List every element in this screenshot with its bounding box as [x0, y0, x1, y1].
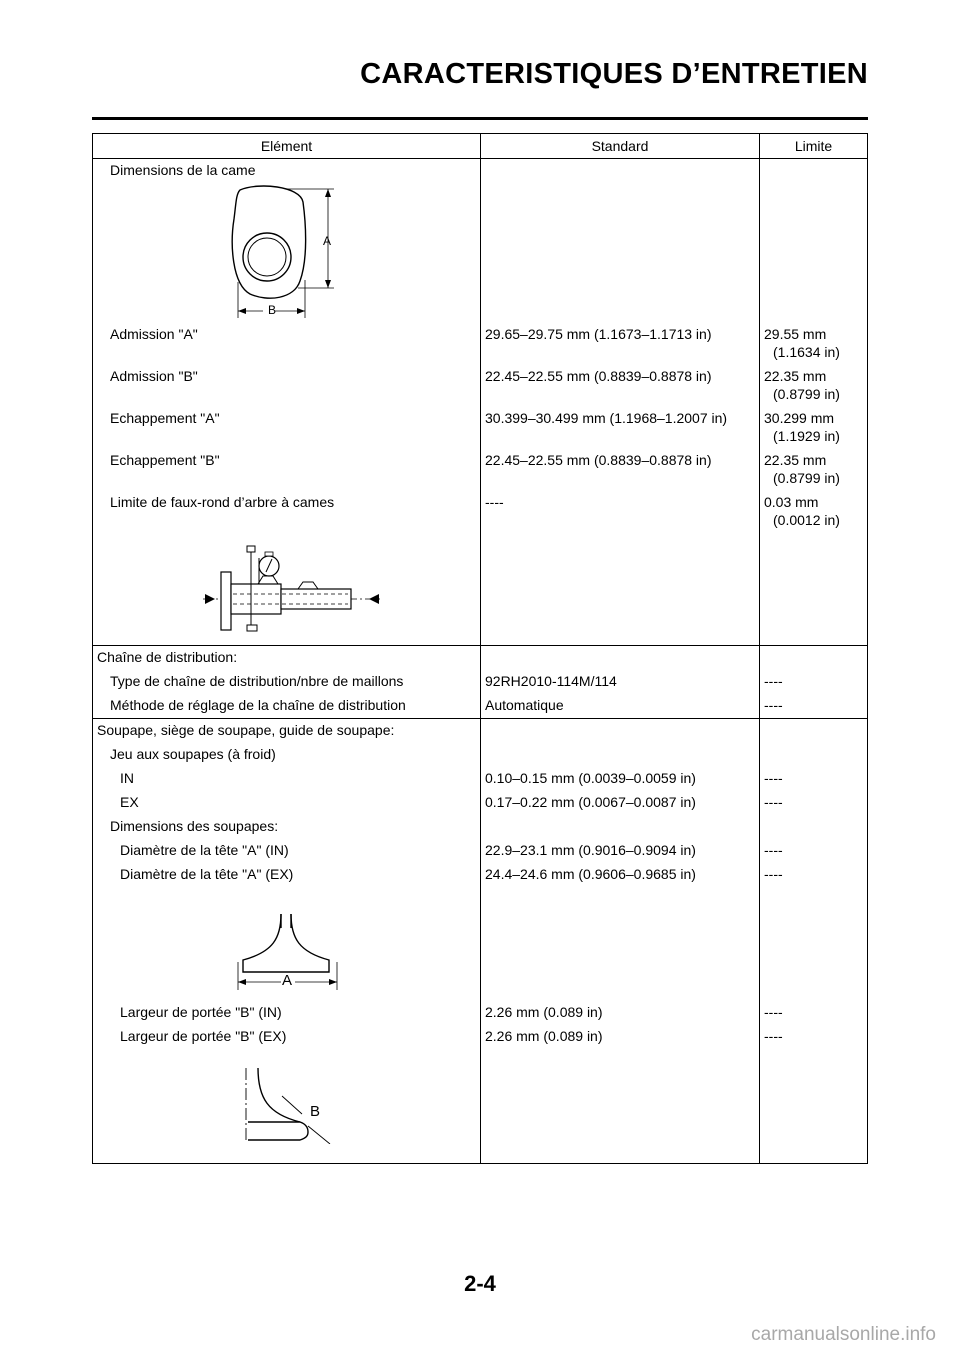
cam-row-element: Admission "B" [110, 368, 198, 384]
chain-row-standard: Automatique [485, 697, 564, 713]
valve-seat-ex-standard: 2.26 mm (0.089 in) [485, 1028, 603, 1044]
valve-seat-in-standard: 2.26 mm (0.089 in) [485, 1004, 603, 1020]
cam-row-limit-inch: (0.8799 in) [773, 386, 840, 402]
valve-seat-in-element: Largeur de portée "B" (IN) [120, 1004, 282, 1020]
cam-row-standard: 22.45–22.55 mm (0.8839–0.8878 in) [485, 368, 712, 384]
chain-row-limit: ---- [764, 673, 783, 689]
cam-row-limit: 22.35 mm [764, 452, 827, 468]
valve-clearance-ex-element: EX [120, 794, 139, 810]
cam-row-limit: 22.35 mm [764, 368, 827, 384]
camshaft-runout-figure [203, 542, 383, 637]
valve-dimensions-label: Dimensions des soupapes: [110, 818, 279, 834]
cam-row-limit-inch: (0.0012 in) [773, 512, 840, 528]
section-divider-chain [93, 645, 867, 646]
valve-clearance-in-limit: ---- [764, 770, 783, 786]
valve-head-in-standard: 22.9–23.1 mm (0.9016–0.9094 in) [485, 842, 696, 858]
valve-clearance-label: Jeu aux soupapes (à froid) [110, 746, 276, 762]
column-divider-2 [759, 134, 760, 1163]
valve-head-ex-limit: ---- [764, 866, 783, 882]
page-number: 2-4 [464, 1271, 496, 1296]
valve-section-label: Soupape, siège de soupape, guide de soupape: [97, 722, 395, 738]
cam-row-limit-inch: (1.1634 in) [773, 344, 840, 360]
cam-figure-label-b: B [268, 303, 277, 317]
cam-row-standard: 22.45–22.55 mm (0.8839–0.8878 in) [485, 452, 712, 468]
valve-clearance-in-element: IN [120, 770, 134, 786]
column-divider-1 [480, 134, 481, 1163]
cam-row-element: Admission "A" [110, 326, 198, 342]
chain-row-element: Type de chaîne de distribution/nbre de maillons [110, 673, 404, 689]
page-title: CARACTERISTIQUES D’ENTRETIEN [360, 58, 868, 90]
watermark: carmanualsonline.info [751, 1324, 936, 1345]
cam-row-limit-inch: (1.1929 in) [773, 428, 840, 444]
valve-seat-figure [238, 1064, 348, 1144]
cam-figure-label-a: A [323, 234, 332, 248]
chain-row-element: Méthode de réglage de la chaîne de distribution [110, 697, 406, 713]
valve-clearance-in-standard: 0.10–0.15 mm (0.0039–0.0059 in) [485, 770, 696, 786]
chain-row-standard: 92RH2010-114M/114 [485, 673, 617, 689]
cam-row-standard: 29.65–29.75 mm (1.1673–1.1713 in) [485, 326, 712, 342]
valve-seat-ex-element: Largeur de portée "B" (EX) [120, 1028, 287, 1044]
valve-head-ex-element: Diamètre de la tête "A" (EX) [120, 866, 294, 882]
valve-head-in-limit: ---- [764, 842, 783, 858]
valve-clearance-ex-standard: 0.17–0.22 mm (0.0067–0.0087 in) [485, 794, 696, 810]
header-standard: Standard [591, 138, 649, 154]
specifications-table [92, 133, 868, 1164]
valve-clearance-ex-limit: ---- [764, 794, 783, 810]
cam-row-element: Echappement "A" [110, 410, 220, 426]
valve-figure-label-b: B [310, 1103, 321, 1120]
valve-head-ex-standard: 24.4–24.6 mm (0.9606–0.9685 in) [485, 866, 696, 882]
header-limit: Limite [794, 138, 833, 154]
cam-lobe-figure [228, 184, 343, 320]
title-rule [92, 117, 868, 120]
cam-row-limit-inch: (0.8799 in) [773, 470, 840, 486]
cam-row-limit: 29.55 mm [764, 326, 827, 342]
cam-row-limit: 30.299 mm [764, 410, 835, 426]
header-element: Elément [260, 138, 313, 154]
chain-section-label: Chaîne de distribution: [97, 649, 238, 665]
cam-row-standard: 30.399–30.499 mm (1.1968–1.2007 in) [485, 410, 728, 426]
cam-row-element: Limite de faux-rond d’arbre à cames [110, 494, 335, 510]
valve-figure-label-a: A [282, 972, 293, 989]
valve-head-in-element: Diamètre de la tête "A" (IN) [120, 842, 289, 858]
valve-seat-ex-limit: ---- [764, 1028, 783, 1044]
header-divider [93, 158, 867, 159]
cam-row-standard: ---- [485, 494, 504, 510]
chain-row-limit: ---- [764, 697, 783, 713]
cam-row-limit: 0.03 mm [764, 494, 819, 510]
cam-dimensions-label: Dimensions de la came [110, 162, 256, 178]
valve-seat-in-limit: ---- [764, 1004, 783, 1020]
section-divider-valve [93, 718, 867, 719]
cam-row-element: Echappement "B" [110, 452, 220, 468]
